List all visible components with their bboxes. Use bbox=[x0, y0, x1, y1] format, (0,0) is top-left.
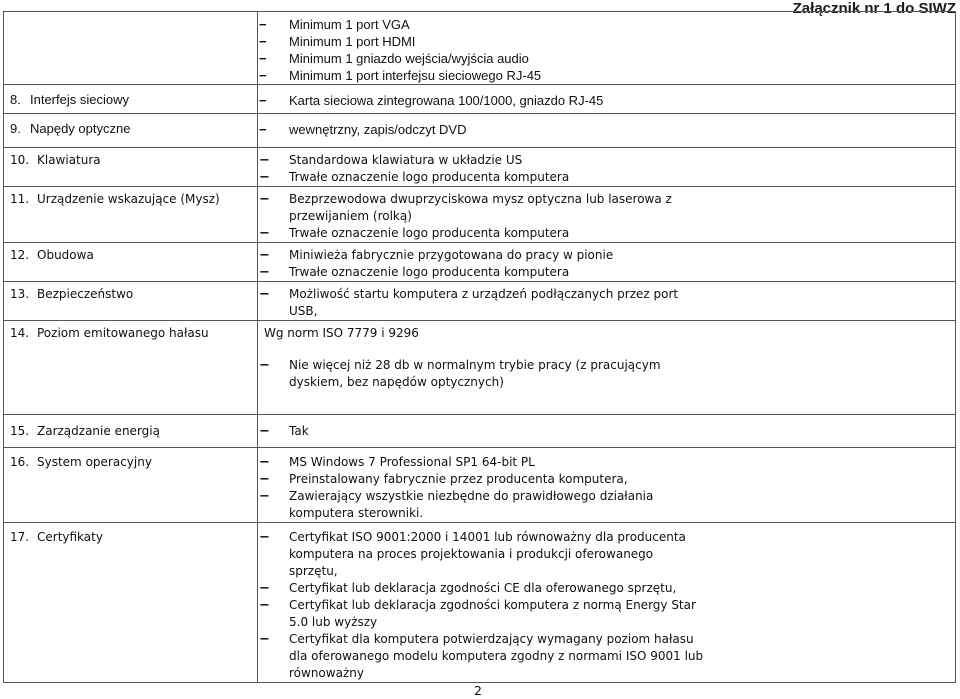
spec-value-cell bbox=[258, 523, 956, 683]
spec-item bbox=[258, 303, 955, 320]
spec-label-text: Zarządzanie energią bbox=[37, 424, 160, 438]
spec-item-text: Możliwość startu komputera z urządzeń podłączanych przez port bbox=[289, 287, 679, 301]
spec-item-text: równoważny bbox=[289, 666, 364, 680]
spec-number: 13. bbox=[10, 287, 30, 301]
spec-item-text: Bezprzewodowa dwuprzyciskowa mysz optyczna lub laserowa z bbox=[289, 192, 672, 206]
spec-label-text: Bezpieczeństwo bbox=[37, 287, 134, 301]
spec-label bbox=[4, 282, 257, 302]
spec-label-cell bbox=[4, 114, 258, 148]
spec-label-cell bbox=[4, 187, 258, 243]
spec-items-list bbox=[258, 341, 955, 391]
spec-number: 15. bbox=[10, 424, 30, 438]
spec-label-cell bbox=[4, 523, 258, 683]
spec-value-cell bbox=[258, 12, 956, 85]
spec-item-text: USB, bbox=[289, 304, 318, 318]
spec-item bbox=[258, 580, 955, 597]
specification-table bbox=[3, 11, 956, 683]
spec-item bbox=[258, 597, 955, 614]
spec-item bbox=[258, 374, 955, 391]
dash-bullet-icon: − bbox=[259, 51, 267, 66]
spec-label-cell bbox=[4, 148, 258, 187]
spec-item-text: Nie więcej niż 28 db w normalnym trybie pracy (z pracującym bbox=[289, 358, 661, 372]
spec-items-list bbox=[258, 523, 955, 682]
spec-value-cell bbox=[258, 415, 956, 448]
dash-bullet-icon: − bbox=[259, 17, 267, 32]
spec-row bbox=[4, 523, 956, 683]
spec-item bbox=[258, 614, 955, 631]
page-number: 2 bbox=[474, 683, 482, 698]
spec-item-text: Certyfikat dla komputera potwierdzający wymagany poziom hałasu bbox=[289, 632, 694, 646]
spec-item bbox=[258, 471, 955, 488]
spec-item bbox=[258, 286, 955, 303]
spec-item-text: wewnętrzny, zapis/odczyt DVD bbox=[289, 122, 467, 137]
spec-row bbox=[4, 148, 956, 187]
spec-item bbox=[258, 454, 955, 471]
spec-label bbox=[4, 12, 257, 32]
spec-item-text: dyskiem, bez napędów optycznych) bbox=[289, 375, 504, 389]
dash-bullet-icon: − bbox=[259, 248, 270, 263]
spec-item bbox=[258, 264, 955, 281]
spec-item-text: Trwałe oznaczenie logo producenta komputera bbox=[289, 226, 570, 240]
spec-items-list bbox=[258, 415, 955, 440]
spec-label-cell bbox=[4, 282, 258, 321]
spec-item-text: Karta sieciowa zintegrowana 100/1000, gniazdo RJ-45 bbox=[289, 93, 604, 108]
spec-item-text: Minimum 1 port HDMI bbox=[289, 34, 416, 49]
spec-item-text: Minimum 1 port VGA bbox=[289, 17, 410, 32]
spec-row bbox=[4, 85, 956, 114]
spec-row bbox=[4, 415, 956, 448]
dash-bullet-icon: − bbox=[259, 170, 270, 185]
dash-bullet-icon: − bbox=[259, 632, 270, 647]
dash-bullet-icon: − bbox=[259, 226, 270, 241]
spec-item-text: sprzętu, bbox=[289, 564, 338, 578]
spec-row bbox=[4, 12, 956, 85]
spec-item-text: dla oferowanego modelu komputera zgodny z normami ISO 9001 lub bbox=[289, 649, 704, 663]
spec-item bbox=[258, 505, 955, 522]
dash-bullet-icon: − bbox=[259, 68, 267, 83]
dash-bullet-icon: − bbox=[259, 192, 270, 207]
spec-label-text: Certyfikaty bbox=[37, 530, 103, 544]
spec-item bbox=[258, 191, 955, 208]
spec-item bbox=[258, 488, 955, 505]
spec-item-text: Trwałe oznaczenie logo producenta komputera bbox=[289, 170, 570, 184]
spec-item-text: Standardowa klawiatura w układzie US bbox=[289, 153, 523, 167]
spec-items-list bbox=[258, 187, 955, 242]
spec-label bbox=[4, 114, 257, 137]
spec-items-list bbox=[258, 114, 955, 138]
spec-item bbox=[258, 529, 955, 546]
spec-label-cell bbox=[4, 243, 258, 282]
spec-label bbox=[4, 523, 257, 545]
spec-item bbox=[258, 423, 955, 440]
dash-bullet-icon: − bbox=[259, 472, 270, 487]
spec-label bbox=[4, 187, 257, 207]
spec-label-text: Interfejs sieciowy bbox=[30, 92, 129, 107]
spec-label bbox=[4, 85, 257, 108]
spec-plain-value: Wg norm ISO 7779 i 9296 bbox=[264, 326, 419, 340]
spec-item-text: Minimum 1 gniazdo wejścia/wyjścia audio bbox=[289, 51, 529, 66]
dash-bullet-icon: − bbox=[259, 581, 270, 596]
dash-bullet-icon: − bbox=[259, 93, 267, 108]
spec-label bbox=[4, 448, 257, 470]
spec-item bbox=[258, 631, 955, 648]
spec-label-cell bbox=[4, 415, 258, 448]
spec-item-text: MS Windows 7 Professional SP1 64-bit PL bbox=[289, 455, 535, 469]
dash-bullet-icon: − bbox=[259, 153, 270, 168]
spec-items-list bbox=[258, 282, 955, 320]
dash-bullet-icon: − bbox=[259, 265, 270, 280]
spec-item bbox=[258, 92, 955, 109]
spec-item bbox=[258, 357, 955, 374]
spec-value-cell bbox=[258, 148, 956, 187]
spec-label-text: Napędy optyczne bbox=[30, 121, 131, 136]
spec-item-text: Certyfikat ISO 9001:2000 i 14001 lub równoważny dla producenta bbox=[289, 530, 686, 544]
spec-item bbox=[258, 33, 955, 50]
spec-item bbox=[258, 67, 955, 84]
spec-number: 11. bbox=[10, 192, 30, 206]
spec-value-cell bbox=[258, 448, 956, 523]
spec-item-text: Preinstalowany fabrycznie przez producenta komputera, bbox=[289, 472, 628, 486]
spec-item-text: 5.0 lub wyższy bbox=[289, 615, 378, 629]
spec-items-list bbox=[258, 85, 955, 109]
spec-item bbox=[258, 152, 955, 169]
spec-row bbox=[4, 321, 956, 415]
dash-bullet-icon: − bbox=[259, 489, 270, 504]
spec-items-list bbox=[258, 148, 955, 186]
spec-number: 17. bbox=[10, 530, 30, 544]
spec-label bbox=[4, 243, 257, 263]
spec-item-text: Tak bbox=[289, 424, 309, 438]
spec-item bbox=[258, 225, 955, 242]
spec-item-text: komputera na proces projektowania i produkcji oferowanego bbox=[289, 547, 654, 561]
dash-bullet-icon: − bbox=[259, 287, 270, 302]
spec-value-cell bbox=[258, 85, 956, 114]
spec-item-text: przewijaniem (rolką) bbox=[289, 209, 412, 223]
spec-row bbox=[4, 187, 956, 243]
attachment-header: Załącznik nr 1 do SIWZ bbox=[792, 0, 956, 17]
spec-items-list bbox=[258, 448, 955, 522]
spec-item bbox=[258, 563, 955, 580]
spec-item bbox=[258, 546, 955, 563]
spec-number: 12. bbox=[10, 248, 30, 262]
spec-items-list bbox=[258, 243, 955, 281]
spec-number: 8. bbox=[10, 92, 21, 107]
spec-label-text: Poziom emitowanego hałasu bbox=[37, 326, 209, 340]
spec-label-text: Urządzenie wskazujące (Mysz) bbox=[37, 192, 220, 206]
spec-item-text: Miniwieża fabrycznie przygotowana do pracy w pionie bbox=[289, 248, 614, 262]
spec-row bbox=[4, 448, 956, 523]
spec-label-cell bbox=[4, 12, 258, 85]
spec-item bbox=[258, 121, 955, 138]
spec-item-text: Zawierający wszystkie niezbędne do prawidłowego działania bbox=[289, 489, 654, 503]
spec-number: 10. bbox=[10, 153, 30, 167]
spec-label-cell bbox=[4, 321, 258, 415]
spec-item bbox=[258, 665, 955, 682]
spec-value-cell bbox=[258, 114, 956, 148]
spec-number: 16. bbox=[10, 455, 30, 469]
spec-label bbox=[4, 148, 257, 168]
spec-label-text: Klawiatura bbox=[37, 153, 101, 167]
spec-value-cell bbox=[258, 243, 956, 282]
spec-row bbox=[4, 243, 956, 282]
dash-bullet-icon: − bbox=[259, 530, 270, 545]
spec-value-cell bbox=[258, 187, 956, 243]
spec-row bbox=[4, 114, 956, 148]
spec-item bbox=[258, 648, 955, 665]
spec-item bbox=[258, 247, 955, 264]
spec-label-cell bbox=[4, 448, 258, 523]
dash-bullet-icon: − bbox=[259, 455, 270, 470]
spec-label-text: Obudowa bbox=[37, 248, 94, 262]
spec-item-text: komputera sterowniki. bbox=[289, 506, 424, 520]
dash-bullet-icon: − bbox=[259, 34, 267, 49]
spec-value-cell bbox=[258, 282, 956, 321]
spec-number: 9. bbox=[10, 121, 21, 136]
spec-item-text: Minimum 1 port interfejsu sieciowego RJ-45 bbox=[289, 68, 542, 83]
spec-item bbox=[258, 16, 955, 33]
spec-label bbox=[4, 415, 257, 439]
dash-bullet-icon: − bbox=[259, 358, 270, 373]
dash-bullet-icon: − bbox=[259, 424, 270, 439]
dash-bullet-icon: − bbox=[259, 122, 267, 137]
spec-item-text: Certyfikat lub deklaracja zgodności komputera z normą Energy Star bbox=[289, 598, 696, 612]
spec-items-list bbox=[258, 12, 955, 84]
spec-item bbox=[258, 208, 955, 225]
spec-number: 14. bbox=[10, 326, 30, 340]
spec-item-text: Certyfikat lub deklaracja zgodności CE dla oferowanego sprzętu, bbox=[289, 581, 677, 595]
spec-label-cell bbox=[4, 85, 258, 114]
spec-row bbox=[4, 282, 956, 321]
spec-label-text: System operacyjny bbox=[37, 455, 152, 469]
dash-bullet-icon: − bbox=[259, 598, 270, 613]
spec-label bbox=[4, 321, 257, 341]
spec-value-cell bbox=[258, 321, 956, 415]
spec-item bbox=[258, 169, 955, 186]
spec-item bbox=[258, 50, 955, 67]
spec-item-text: Trwałe oznaczenie logo producenta komputera bbox=[289, 265, 570, 279]
